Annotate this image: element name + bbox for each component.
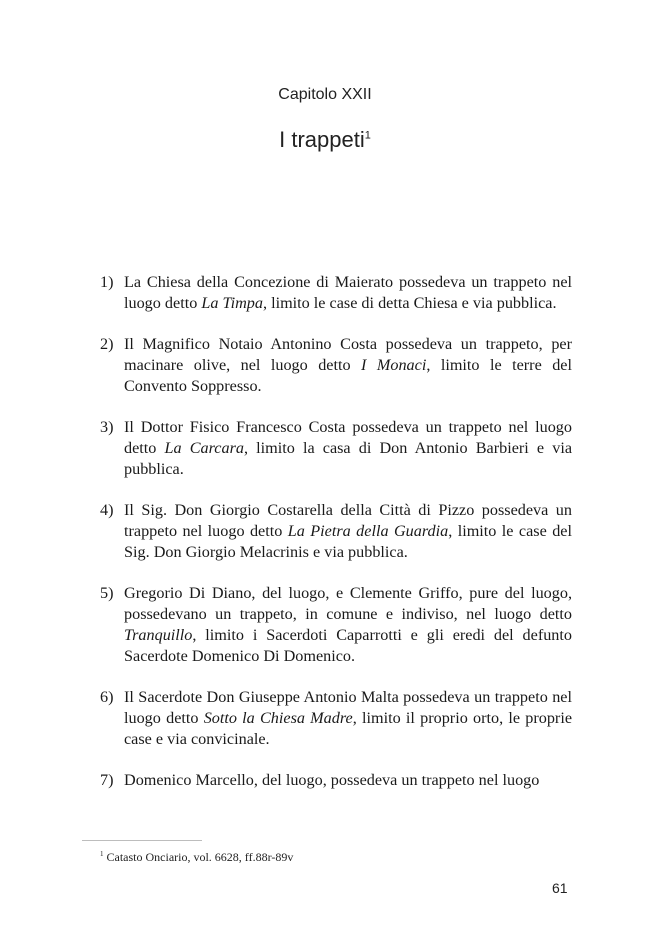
- list-item-text: Il Sacerdote Don Giuseppe Antonio Malta possedeva un trappeto nel luogo detto: [124, 688, 572, 727]
- place-name: Tranquillo: [124, 626, 193, 644]
- list-item-text: , limito i Sacerdoti Caparrotti e gli eredi del defunto Sacerdote Domenico Di Domenico.: [124, 626, 572, 665]
- page-number: 61: [552, 880, 568, 896]
- list-item-text: Il Magnifico Notaio Antonino Costa possedeva un trappeto, per macinare olive, nel luogo detto: [124, 335, 572, 374]
- list-item-text: , limito la casa di Don Antonio Barbieri e via pubblica.: [124, 439, 572, 478]
- list-item: [100, 770, 572, 791]
- list-item: [100, 334, 572, 397]
- list-item: [100, 583, 572, 667]
- list-item-number: 6): [100, 688, 114, 706]
- list-item-number: 4): [100, 501, 114, 519]
- place-name: La Timpa: [201, 294, 263, 312]
- list-item-number: 3): [100, 418, 114, 436]
- chapter-label: Capitolo XXII: [278, 86, 372, 103]
- list-item-number: 1): [100, 273, 114, 291]
- list-item-text: , limito le terre del Convento Soppresso.: [124, 356, 572, 395]
- list-item-text: , limito il proprio orto, le proprie case e via convicinale.: [124, 709, 572, 748]
- list-item-text: Il Dottor Fisico Francesco Costa possedeva un trappeto nel luogo detto: [124, 418, 572, 457]
- list-item-text: , limito le case di detta Chiesa e via pubblica.: [262, 294, 557, 312]
- list-item: [100, 417, 572, 480]
- footnote: [100, 850, 293, 865]
- footnote-text: Catasto Onciario, vol. 6628, ff.88r-89v: [106, 850, 294, 864]
- place-name: I Monaci: [361, 356, 427, 374]
- list-item-text: Gregorio Di Diano, del luogo, e Clemente Griffo, pure del luogo, possedevano un trappeto, in comune e indiviso, nel luogo detto: [124, 584, 572, 623]
- place-name: Sotto la Chiesa Madre: [203, 709, 353, 727]
- trappeti-list: [100, 272, 572, 791]
- list-item: [100, 272, 572, 314]
- list-item-number: 7): [100, 771, 114, 789]
- place-name: La Pietra della Guardia: [287, 522, 449, 540]
- chapter-title-text: I trappeti: [279, 127, 365, 152]
- list-item-number: 5): [100, 584, 114, 602]
- footnote-separator: [82, 840, 202, 841]
- place-name: La Carcara: [164, 439, 244, 457]
- list-item-text: , limito le case del Sig. Don Giorgio Melacrinis e via pubblica.: [124, 522, 572, 561]
- list-item-text: La Chiesa della Concezione di Maierato possedeva un trappeto nel luogo detto: [124, 273, 572, 312]
- list-item: [100, 500, 572, 563]
- list-item: [100, 687, 572, 750]
- list-item-text: Domenico Marcello, del luogo, possedeva un trappeto nel luogo: [124, 771, 540, 789]
- chapter-title: [0, 127, 650, 153]
- list-item-text: Il Sig. Don Giorgio Costarella della Città di Pizzo possedeva un trappeto nel luogo detto: [124, 501, 572, 540]
- footnote-marker: 1: [100, 850, 104, 858]
- footnote-reference[interactable]: 1: [364, 129, 371, 142]
- list-item-number: 2): [100, 335, 114, 353]
